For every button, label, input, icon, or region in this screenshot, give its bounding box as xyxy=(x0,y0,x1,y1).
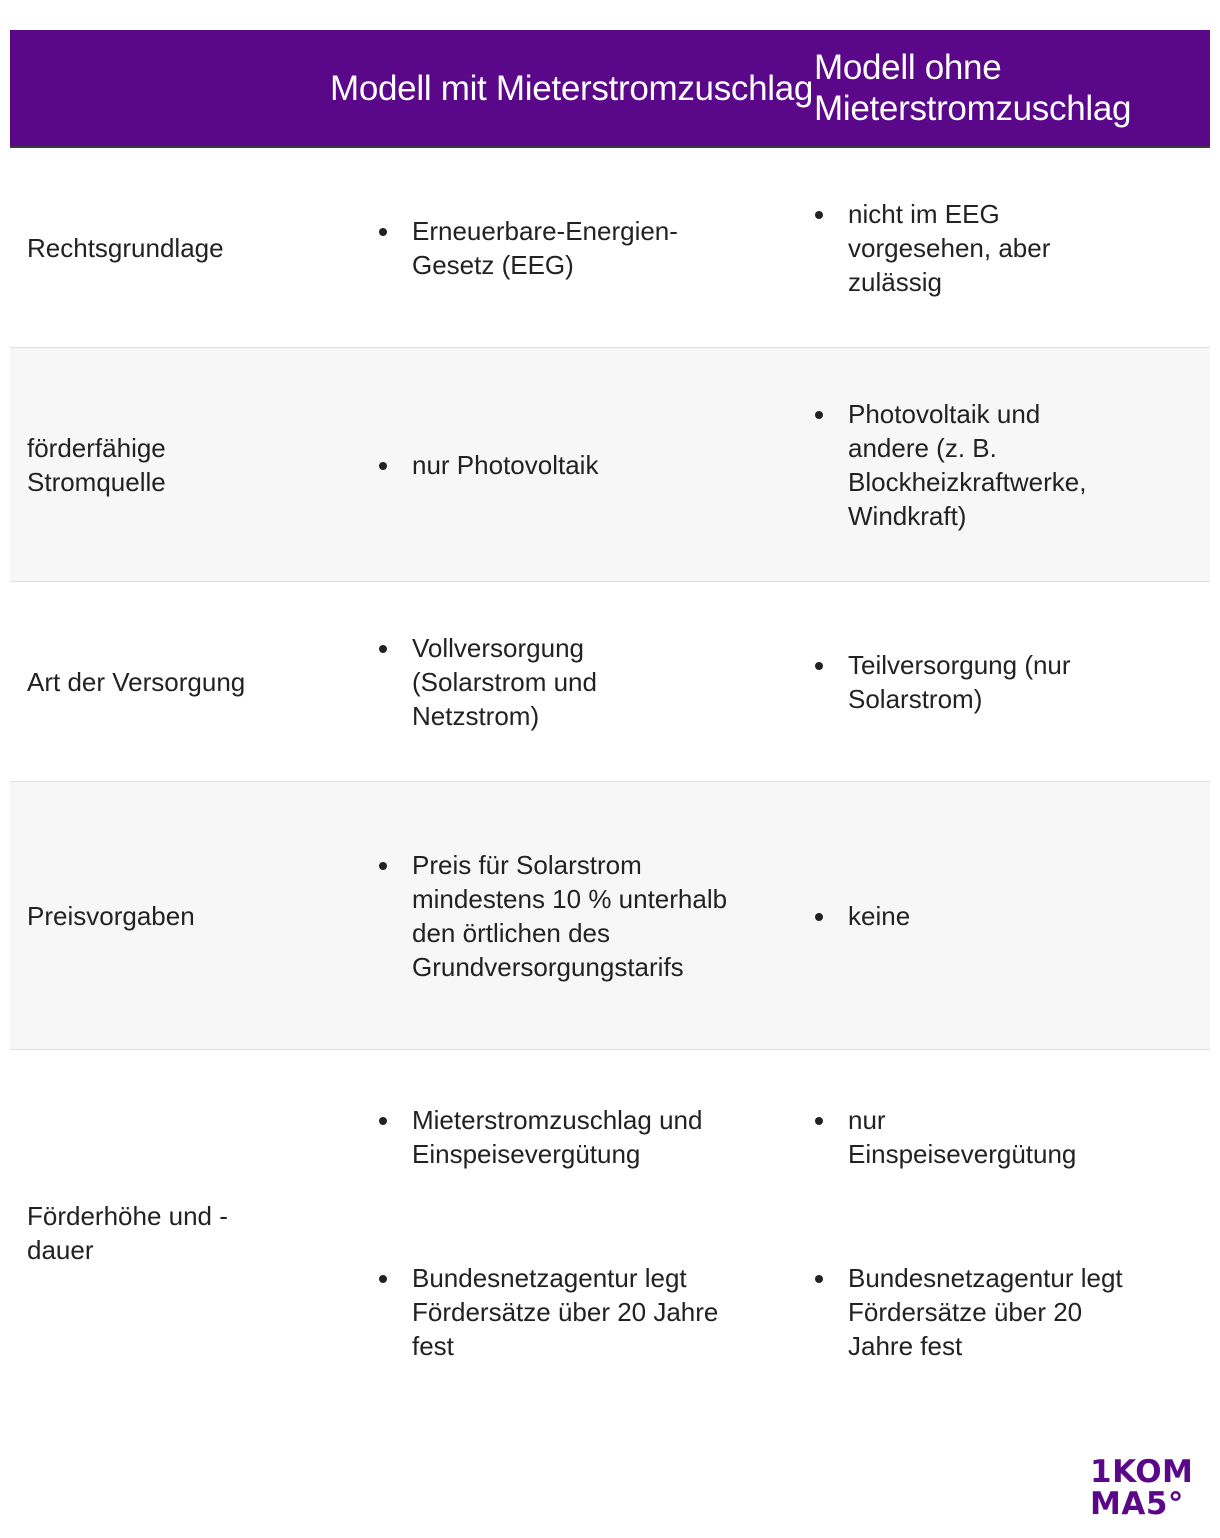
header-col-with-surcharge: Modell mit Mieterstromzuschlag xyxy=(330,68,814,108)
cell-with-surcharge xyxy=(330,448,814,482)
logo-line-1: 1KOM xyxy=(1090,1454,1194,1490)
logo-line-2: MA5° xyxy=(1090,1486,1184,1522)
brand-logo xyxy=(1090,1456,1200,1520)
cell-without-surcharge xyxy=(814,397,1210,533)
cell-without-surcharge xyxy=(814,1103,1210,1363)
list-item: nur Photovoltaik xyxy=(378,448,738,482)
list-item: Photovoltaik und andere (z. B. Blockheizkraftwerke, Windkraft) xyxy=(814,397,1124,533)
list-item: keine xyxy=(814,899,1144,933)
list-item: Bundesnetzagentur legt Fördersätze über 20 Jahre fest xyxy=(814,1261,1144,1363)
table-row xyxy=(10,582,1210,782)
list-item: nur Einspeisevergütung xyxy=(814,1103,1078,1171)
list-item: nicht im EEG vorgesehen, aber zulässig xyxy=(814,197,1144,299)
cell-with-surcharge xyxy=(330,1103,814,1363)
row-label: Art der Versorgung xyxy=(27,666,246,697)
table-row xyxy=(10,348,1210,582)
row-label: Rechtsgrundlage xyxy=(27,232,224,263)
table-row xyxy=(10,1050,1210,1416)
header-col-without-surcharge: Modell ohne Mieterstromzuschlag xyxy=(814,48,1132,128)
table-row xyxy=(10,148,1210,348)
list-item: Vollversorgung (Solarstrom und Netzstrom) xyxy=(378,631,678,733)
table-row xyxy=(10,782,1210,1050)
list-item: Bundesnetzagentur legt Fördersätze über 20 Jahre fest xyxy=(378,1261,748,1363)
cell-with-surcharge xyxy=(330,848,814,984)
list-item: Erneuerbare-Energien-Gesetz (EEG) xyxy=(378,214,738,282)
cell-without-surcharge xyxy=(814,648,1210,716)
cell-without-surcharge xyxy=(814,899,1210,933)
row-label: förderfähige Stromquelle xyxy=(27,432,166,497)
row-label: Förderhöhe und -dauer xyxy=(27,1201,228,1265)
list-item: Preis für Solarstrom mindestens 10 % unterhalb den örtlichen des Grundversorgungstarifs xyxy=(378,848,738,984)
cell-with-surcharge xyxy=(330,214,814,282)
list-item: Teilversorgung (nur Solarstrom) xyxy=(814,648,1144,716)
list-item: Mieterstromzuschlag und Einspeisevergütung xyxy=(378,1103,748,1171)
comparison-table xyxy=(10,30,1210,1416)
cell-without-surcharge xyxy=(814,197,1210,299)
row-label: Preisvorgaben xyxy=(27,900,195,931)
table-header xyxy=(10,30,1210,148)
cell-with-surcharge xyxy=(330,631,814,733)
